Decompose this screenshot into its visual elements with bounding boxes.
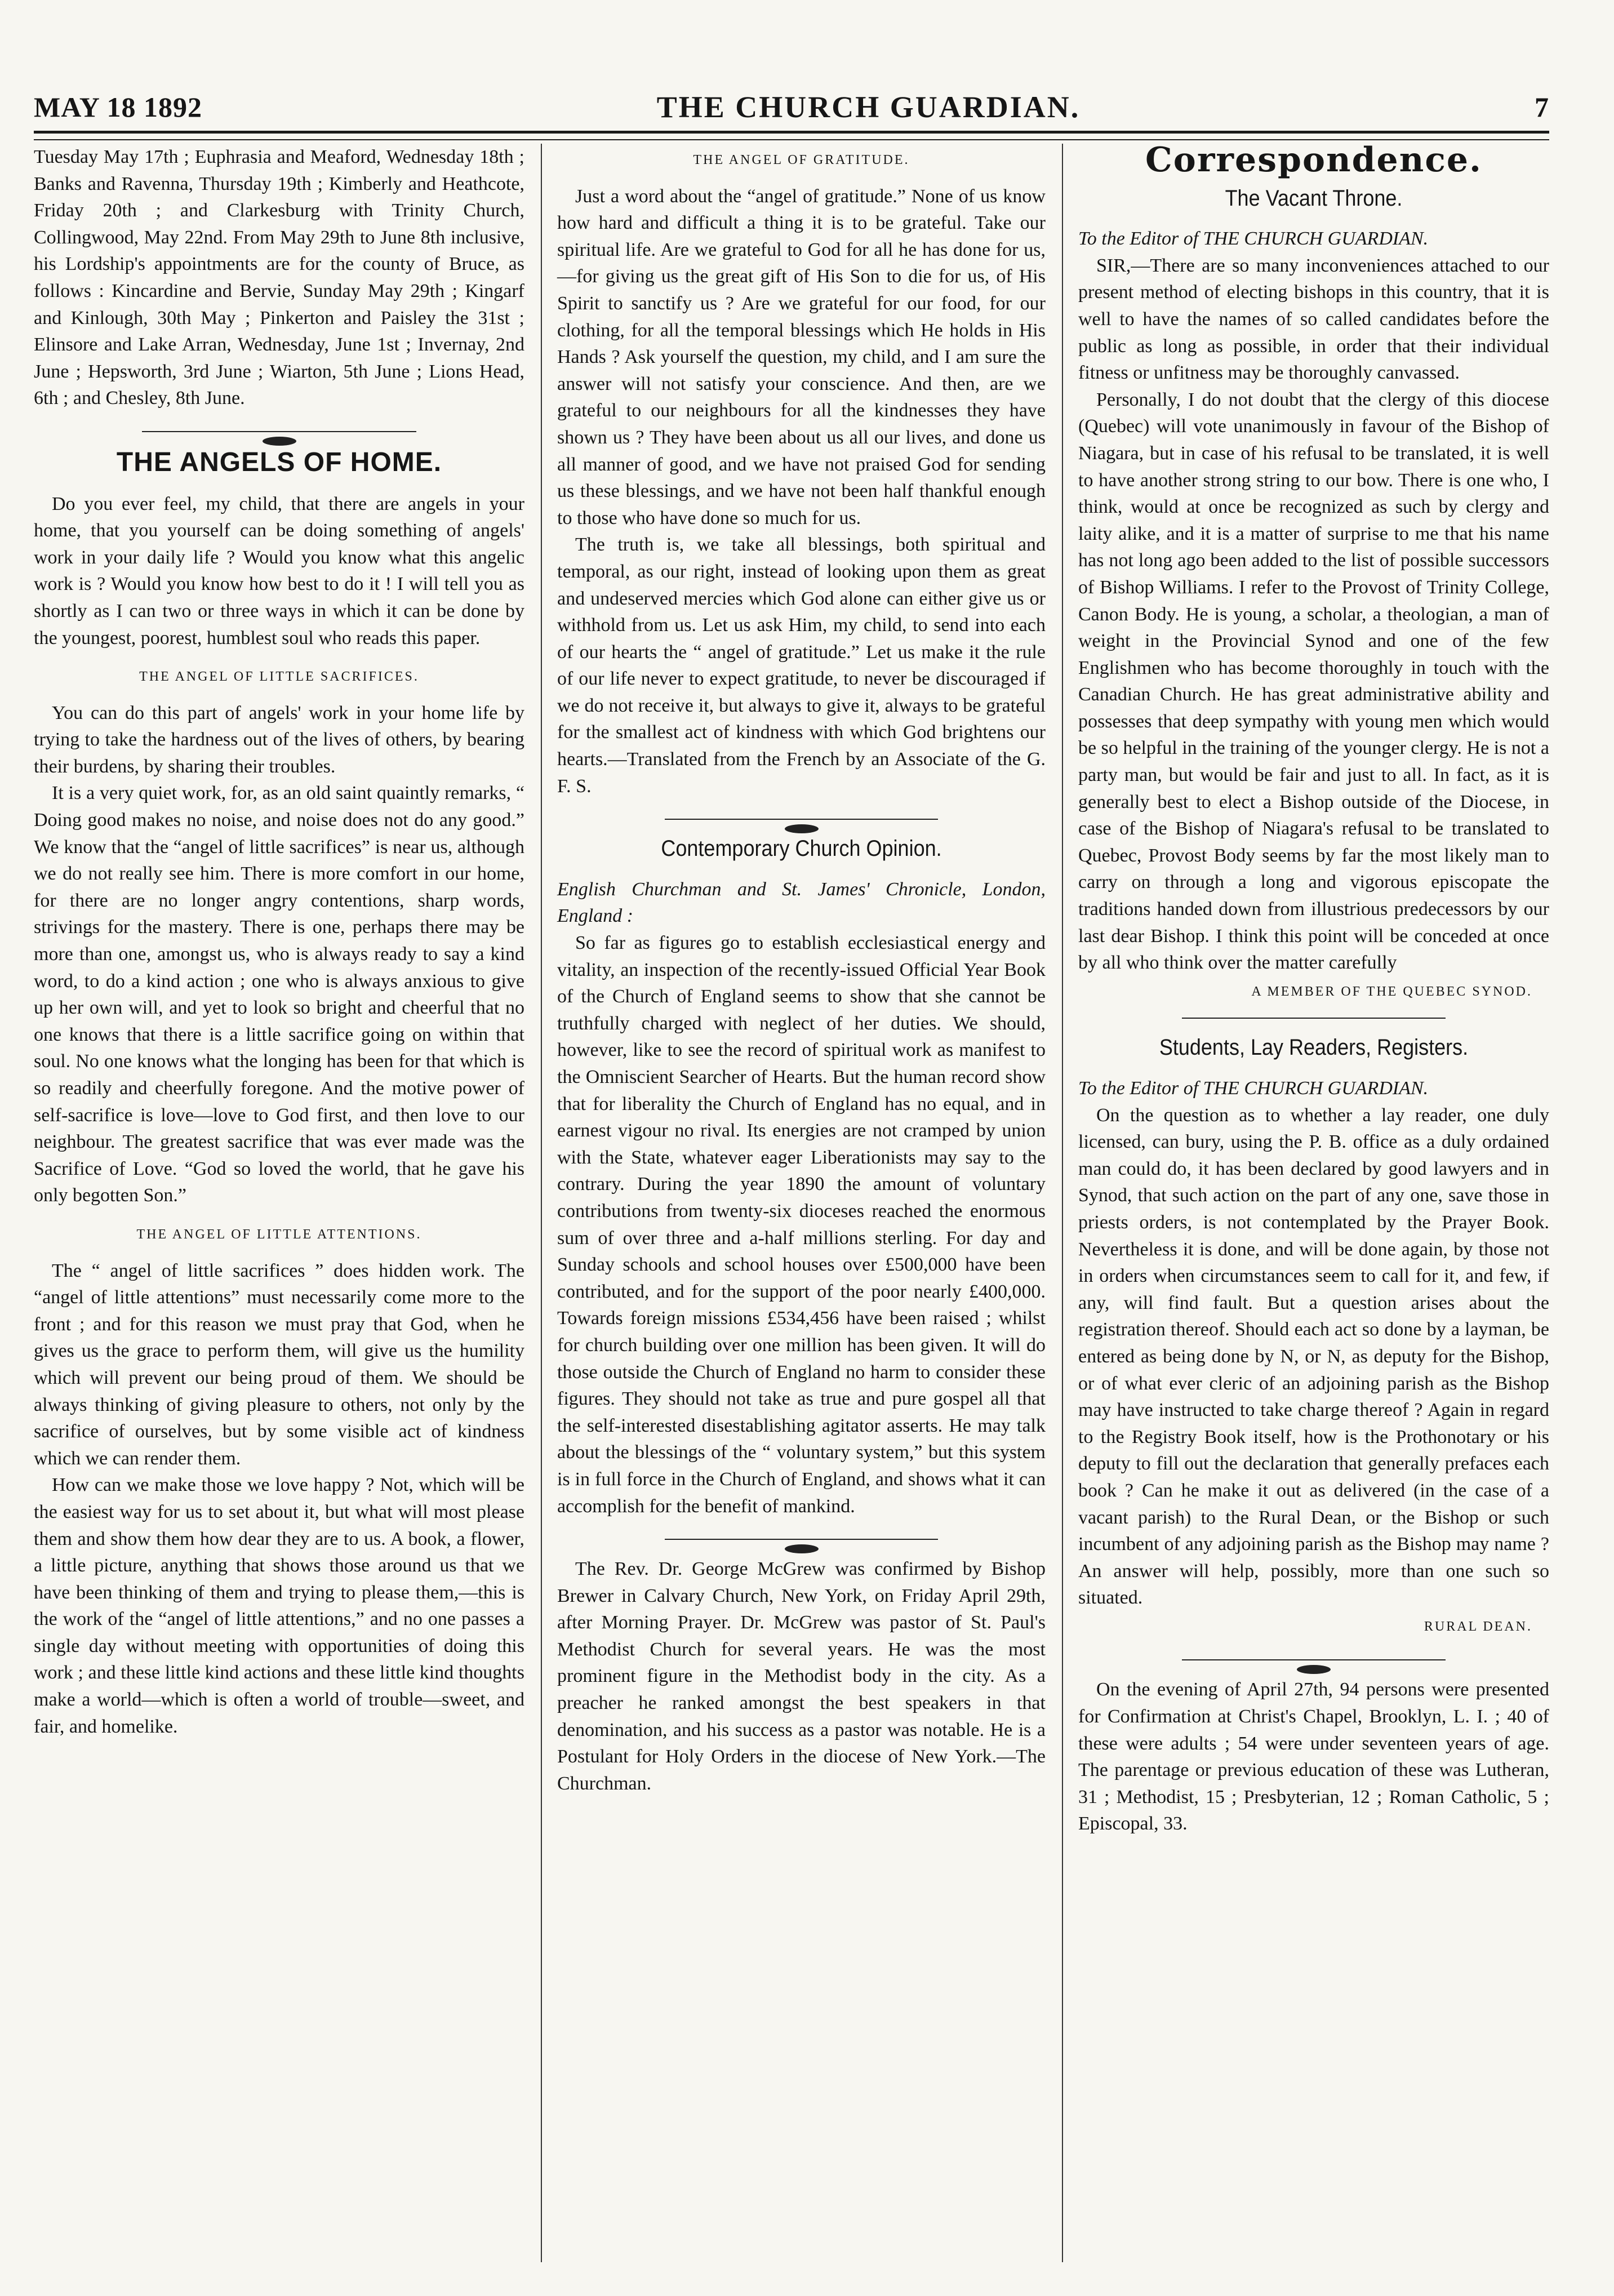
article-title-students-lay-readers: Students, Lay Readers, Registers. — [1159, 1035, 1469, 1060]
paragraph: How can we make those we love happy ? Not, which will be the easiest way for us to set about it, but what will most please them and show them how dear they are to us. A book, a flower, a little picture, anything that shows those around us that we have been thinking of them and trying to please them,—this is the work of the “angel of little attentions,” and no one passes a single day without meeting with opportunities of doing this work ; and these little kind actions and these little kind thoughts make a world—which is often a world of trouble—sweet, and fair, and homelike. — [34, 1475, 524, 1737]
thin-divider — [1078, 1013, 1549, 1023]
section-title-correspondence: Correspondence. — [1145, 144, 1482, 180]
subheading-gratitude: THE ANGEL OF GRATITUDE. — [693, 153, 910, 167]
column-1 — [34, 144, 532, 2268]
paragraph: On the question as to whether a lay reader, one duly licensed, can bury, using the P. B. office as a duly ordained man could do, it has been declared by good lawyers and in Synod, that such action on the part of any one, save those in priests orders, is not contemplated by the Prayer Book. Nevertheless it is done, and will be done again, by those not in orders when circumstances seem to call for it, and few, if any, will find fault. But a question arises about the registration thereof. Should each act so done by a layman, be entered as being done by N, or N, as deputy for the Bishop, or of what ever cleric of an adjoining parish as the Bishop may have instructed to take charge thereof ? Again in regard to the Registry Book itself, how is the Prothonotary or his deputy to fill out the declaration that generally prefaces each book ? Can he make it out as delivered (in the case of a vacant parish) to the Rural Dean, or the Bishop or such incumbent of any adjoining parish as the Bishop may name ? An answer will help, possibly, more than one such so situated. — [1078, 1104, 1549, 1609]
paragraph: The “ angel of little sacrifices ” does hidden work. The “angel of little attentions” must necessarily come more to the front ; and for this reason we must pray that God, when he gives us the grace to perform them, will give us the humility which will prevent our being proud of them. We should be always thinking of giving pleasure to others, not only by the sacrifice of ourselves, but by some visible act of kindness which we can render them. — [34, 1260, 524, 1469]
paragraph: Personally, I do not doubt that the clergy of this diocese (Quebec) will vote unanimously in favour of the Bishop of Niagara, but in case of his refusal to be translated, it is well to have another strong string to our bow. There is one who, I think, would at once be recognized as such by clergy and laity alike, and it is a matter of surprise to me that his name has not long ago been added to the list of possible successors of Bishop Williams. I refer to the Provost of Trinity College, Canon Body. He is young, a scholar, a theologian, a man of weight in the Provincial Synod and one of the few Englishmen who has become thoroughly in touch with the Canadian Church. He has great administrative ability and possesses that deep sympathy with young men which would be so helpful in the training of the younger clergy. He is not a party man, but would be fair and just to all. In fact, as it is generally best to elect a Bishop outside of the Diocese, in case of the Bishop of Niagara's refusal to be translated to Quebec, Provost Body seems by far the most likely man to carry on through a long and vigorous episcopate the traditions handed down from illustrious predecessors by our last dear Bishop. I think this point will be conceded at once by all who think over the matter carefully — [1078, 389, 1549, 974]
issue-date: MAY 18 1892 — [34, 91, 202, 123]
article-title-contemporary-opinion: Contemporary Church Opinion. — [661, 836, 942, 861]
masthead — [34, 90, 1549, 124]
paragraph: You can do this part of angels' work in your home life by trying to take the hardness out of the lives of others, by bearing their burdens, by sharing their troubles. — [34, 702, 524, 777]
paragraph: Do you ever feel, my child, that there are angels in your home, that you yourself can be doing something of angels' work in your daily life ? Would you know what this angelic work is ? Would you know how best to do it ! I will tell you as shortly as I can two or three ways in which it can be done by the youngest, poorest, humblest soul who reads this paper. — [34, 493, 524, 649]
publication-title: THE CHURCH GUARDIAN. — [656, 90, 1081, 124]
paragraph: The truth is, we take all blessings, both spiritual and temporal, as our right, instead of looking upon them as great and undeserved mercies which God alone can either give us or withhold from us. Let us ask Him, my child, to send into each of our hearts the “ angel of gratitude.” Let us make it the rule of our life never to expect gratitude, to never be discouraged if we do not receive it, but always to give it, always to be grateful for the smallest act of kindness with which God brightens our hearts.—Translated from the French by an Associate of the G. F. S. — [557, 534, 1046, 797]
appointments-paragraph: Tuesday May 17th ; Euphrasia and Meaford, Wednesday 18th ; Banks and Ravenna, Thursday 19th ; Kimberly and Heathcote, Friday 20th ; and Clarkesburg with Trinity Church, Collingwood, May 22nd. From May 29th to June 8th inclusive, his Lordship's appointments are for the county of Bruce, as follows : Kincardine and Bervie, Sunday May 29th ; Kingarf and Kinlough, 30th May ; Pinkerton and Paisley the 31st ; Elinsore and Lake Arran, Wednesday, June 1st ; Invernay, 2nd June ; Hepsworth, 3rd June ; Wiarton, 5th June ; Lions Head, 6th ; and Chesley, 8th June. — [34, 146, 524, 409]
ornament-divider — [557, 1534, 1046, 1544]
article-title-vacant-throne: The Vacant Throne. — [1225, 185, 1403, 211]
column-3 — [1070, 144, 1549, 2268]
letter-salutation: To the Editor of THE CHURCH GUARDIAN. — [1078, 228, 1429, 250]
column-divider — [541, 144, 542, 2262]
article-title-angels-of-home: THE ANGELS OF HOME. — [116, 447, 442, 477]
letter-signature: RURAL DEAN. — [1424, 1619, 1532, 1634]
paragraph: The Rev. Dr. George McGrew was confirmed by Bishop Brewer in Calvary Church, New York, on Friday April 29th, after Morning Prayer. Dr. McGrew was pastor of St. Paul's Methodist Church for several years. He was the most prominent figure in the Methodist body in the city. As a preacher he ranked amongst the best speakers in that denomination, and his success as a pastor was notable. He is a Postulant for Holy Orders in the diocese of New York.—The Churchman. — [557, 1558, 1046, 1794]
paragraph: So far as figures go to establish ecclesiastical energy and vitality, an inspection of the recently-issued Official Year Book of the Church of England seems to show that she cannot be truthfully charged with neglect of her duties. We should, however, like to see the record of spiritual work as manifest to the Omniscient Searcher of Hearts. But the human record show that for liberality the Church of England has no equal, and in earnest vigour no rival. Its energies are not cramped by union with the State, whatever eager Liberationists may say to the contrary. During the year 1890 the amount of voluntary contributions from twenty-six dioceses reached the enormous sum of over three and a-half millions sterling. For day and Sunday schools and school houses over £500,000 have been contributed, and for the support of the poor nearly £400,000. Towards foreign missions £534,456 have been raised ; whilst for church building over one million has been given. It will do those outside the Church of England no harm to consider these figures. They should not take as true and pure gospel all that the self-interested disestablishing agitator asserts. He may talk about the blessings of the “ voluntary system,” but this system is in full force in the Church of England, and shows what it can accomplish for the benefit of mankind. — [557, 932, 1046, 1517]
ornament-divider — [1078, 1655, 1549, 1665]
page-number: 7 — [1534, 91, 1549, 123]
paragraph: On the evening of April 27th, 94 persons were presented for Confirmation at Christ's Chapel, Brooklyn, L. I. ; 40 of these were adults ; 54 were under seventeen years of age. The parentage or previous education of these was Lutheran, 31 ; Methodist, 15 ; Presbyterian, 12 ; Roman Catholic, 5 ; Episcopal, 33. — [1078, 1679, 1549, 1835]
ornament-divider — [34, 427, 524, 437]
ornament-divider — [557, 814, 1046, 824]
letter-salutation: To the Editor of THE CHURCH GUARDIAN. — [1078, 1078, 1429, 1099]
column-2 — [549, 144, 1053, 2268]
opinion-source: English Churchman and St. James' Chronicle, London, England : — [557, 878, 1046, 927]
paragraph: SIR,—There are so many inconveniences attached to our present method of electing bishops in this country, that it is well to have the names of so called candidates before the public as long as possible, in order that their individual fitness or unfitness may be thoroughly canvassed. — [1078, 255, 1549, 384]
subheading-little-attentions: THE ANGEL OF LITTLE ATTENTIONS. — [136, 1227, 422, 1242]
paragraph: Just a word about the “angel of gratitude.” None of us know how hard and difficult a thing it is to be grateful. Take our spiritual life. Are we grateful to God for all he has done for us,—for giving us the great gift of His Son to die for us, of His Spirit to sanctify us ? Are we grateful for our food, for our clothing, for all the temporal blessings which He holds in His Hands ? Ask yourself the question, my child, and I am sure the answer will not satisfy your conscience. And then, are we grateful to our neighbours for all the kindnesses they have shown us ? They have been about us all our lives, and done us all manner of good, and we have not praised God for sending us these blessings, and we have not been half thankful enough to those who have done so much for us. — [557, 185, 1046, 529]
subheading-little-sacrifices: THE ANGEL OF LITTLE SACRIFICES. — [139, 669, 419, 685]
header-rule — [34, 131, 1549, 140]
letter-signature: A MEMBER OF THE QUEBEC SYNOD. — [1251, 984, 1532, 999]
column-divider — [1062, 144, 1063, 2262]
paragraph: It is a very quiet work, for, as an old saint quaintly remarks, “ Doing good makes no noise, and noise does not do any good.” We know that the “angel of little sacrifices” is near us, although we do not really see him. There is more comfort in our home, for there are no longer angry contentions, sharp words, strivings for the mastery. There is one, perhaps there may be more than one, amongst us, who is always ready to say a kind word, to do a kind action ; one who is always anxious to give up her own will, and yet to look so bright and cheerful that no one knows that there is a little sacrifice going on within that soul. No one knows what the longing has been for that which is so readily and cheerfully foregone. And the motive power of self-sacrifice is love—love to God first, and then love to our neighbour. The greatest sacrifice that was ever made was the Sacrifice of Love. “God so loved the world, that he gave his only begotten Son.” — [34, 783, 524, 1206]
